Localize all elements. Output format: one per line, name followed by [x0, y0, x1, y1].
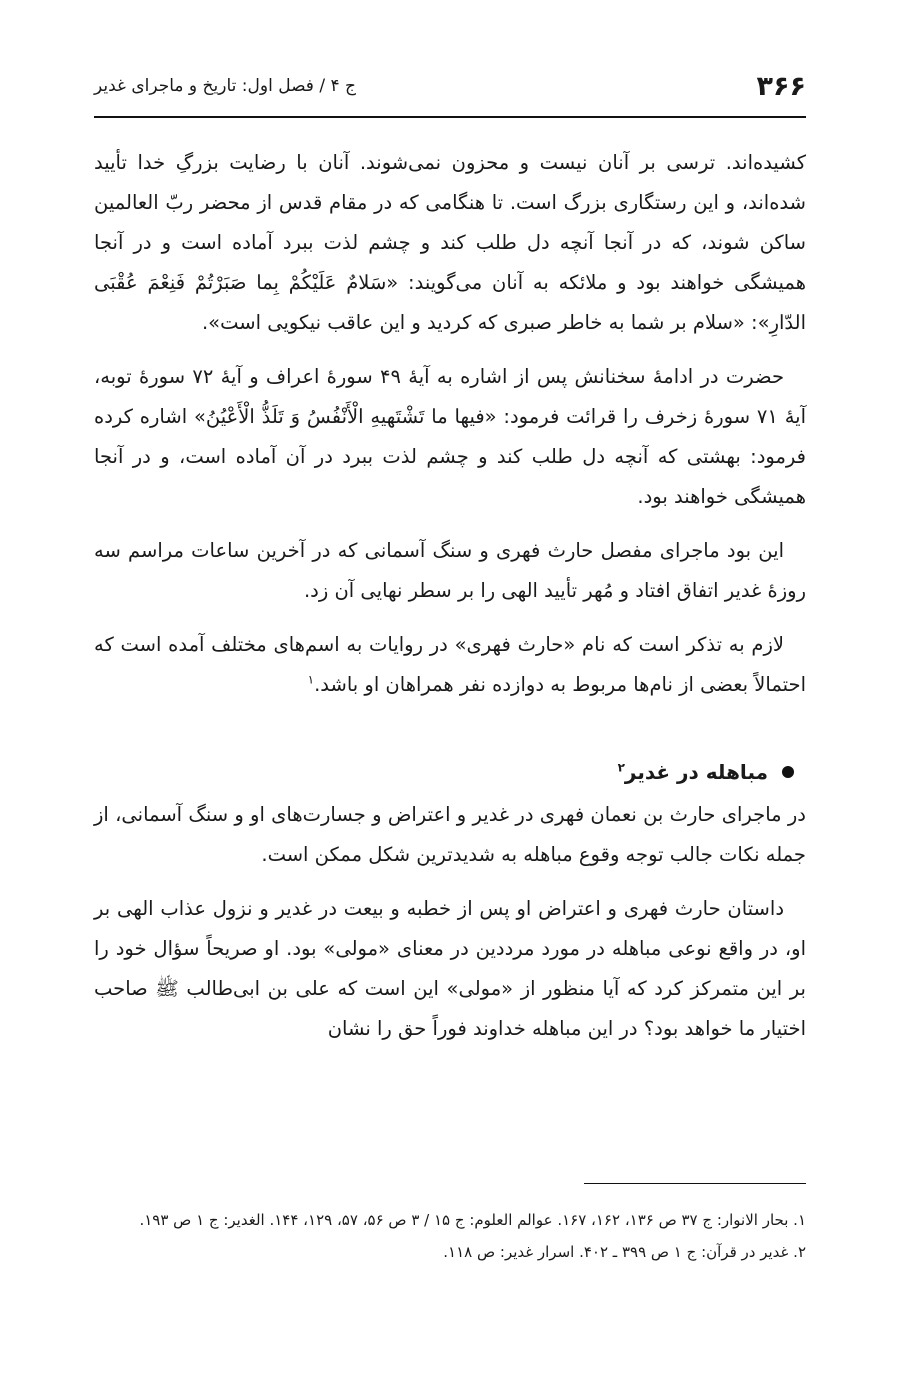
footnote-1: ۱. بحار الانوار: ج ۳۷ ص ۱۳۶، ۱۶۲، ۱۶۷. عوالم العلوم: ج ۱۵ / ۳ ص ۵۶، ۵۷، ۱۲۹، ۱۴۴. الغدیر: ج ۱ ص ۱۹۳. — [139, 1211, 806, 1229]
paragraph-tail: »: «سلام بر شما به خاطر صبری که کردید و این عاقب نیکویی است». — [201, 311, 770, 334]
footnotes — [94, 1204, 806, 1268]
paragraph-text: لازم به تذکر است که نام «حارث فهری» در روایات به اسم‌های مختلف آمده است که احتمالاً بعضی از نام‌ها مربوط به دوازده نفر همراهان او باشد. — [94, 633, 806, 696]
main-text — [94, 143, 806, 1063]
book-page — [94, 0, 806, 1390]
paragraph-3 — [94, 531, 806, 611]
quran-verse: سَلامٌ عَلَیْكُمْ بِما صَبَرْتُمْ فَنِعْمَ عُقْبَی الدّارِ — [94, 271, 806, 334]
section-heading — [94, 749, 806, 795]
paragraph-text: کشیده‌اند. ترسی بر آنان نیست و محزون نمی‌شوند. آنان با رضایت بزرگِ خدا تأیید شده‌اند، و این رستگاری بزرگ است. تا هنگامی که در مقام قدس از محضر ربّ العالمین ساکن شوند، که در آنجا آنچه دل طلب کند و چشم لذت ببرد آماده است و در آنجا همیشگی خواهند بود و ملائکه به آنان می‌گویند: « — [94, 151, 806, 294]
footnote-divider — [584, 1183, 806, 1184]
section-paragraph-2: داستان حارث فهری و اعتراض او پس از خطبه و بیعت در غدیر و نزول عذاب الهی بر او، در واقع نوعی مباهله در مورد مرددین در معنای «مولی» بود. او صریحاً سؤال خود را بر این متمرکز کرد که آیا منظور از «مولی» این است که علی بن ابی‌طالب ﷺ صاحب اختیار ما خواهد بود؟ در این مباهله خداوند فوراً حق را نشان — [94, 897, 806, 1040]
paragraph-tail: » اشاره کرده فرمود: بهشتی که آنچه دل طلب کند و چشم لذت ببرد در آن آماده است، و در آنجا همیشگی خواهند بود. — [94, 405, 806, 508]
paragraph-1 — [94, 143, 806, 343]
section-heading-label: مباهله در غدیر — [624, 760, 768, 784]
page-number: ۳۶۶ — [756, 70, 806, 102]
footnote-2: ۲. غدیر در قرآن: ج ۱ ص ۳۹۹ ـ ۴۰۲. اسرار غدیر: ص ۱۱۸. — [443, 1243, 806, 1261]
quran-verse: فیها ما تَشْتَهیهِ الْأَنْفُسُ وَ تَلَذُّ الْأَعْیُنُ — [205, 405, 485, 428]
paragraph-text: این بود ماجرای مفصل حارث فهری و سنگ آسمانی که در آخرین ساعات مراسم سه روزهٔ غدیر اتفاق افتاد و مُهر تأیید الهی را بر سطر نهایی آن زد. — [94, 539, 806, 602]
section-heading-text — [618, 749, 768, 795]
bullet-icon — [782, 766, 794, 778]
page-header — [94, 64, 806, 108]
header-divider — [94, 116, 806, 118]
footnote-ref-2[interactable]: ۲ — [617, 760, 625, 775]
footnote-ref-1[interactable]: ۱ — [307, 672, 315, 687]
running-title: ج ۴ / فصل اول: تاریخ و ماجرای غدیر — [94, 76, 357, 96]
paragraph-2 — [94, 357, 806, 517]
paragraph-4 — [94, 625, 806, 705]
section-paragraph-1: در ماجرای حارث بن نعمان فهری در غدیر و اعتراض و جسارت‌های او و سنگ آسمانی، از جمله نکات جالب توجه وقوع مباهله به شدیدترین شکل ممکن است. — [94, 803, 806, 866]
paragraph-text: حضرت در ادامهٔ سخنانش پس از اشاره به آیهٔ ۴۹ سورهٔ اعراف و آیهٔ ۷۲ سورهٔ توبه، آیهٔ ۷۱ سورهٔ زخرف را قرائت فرمود: « — [94, 365, 807, 428]
